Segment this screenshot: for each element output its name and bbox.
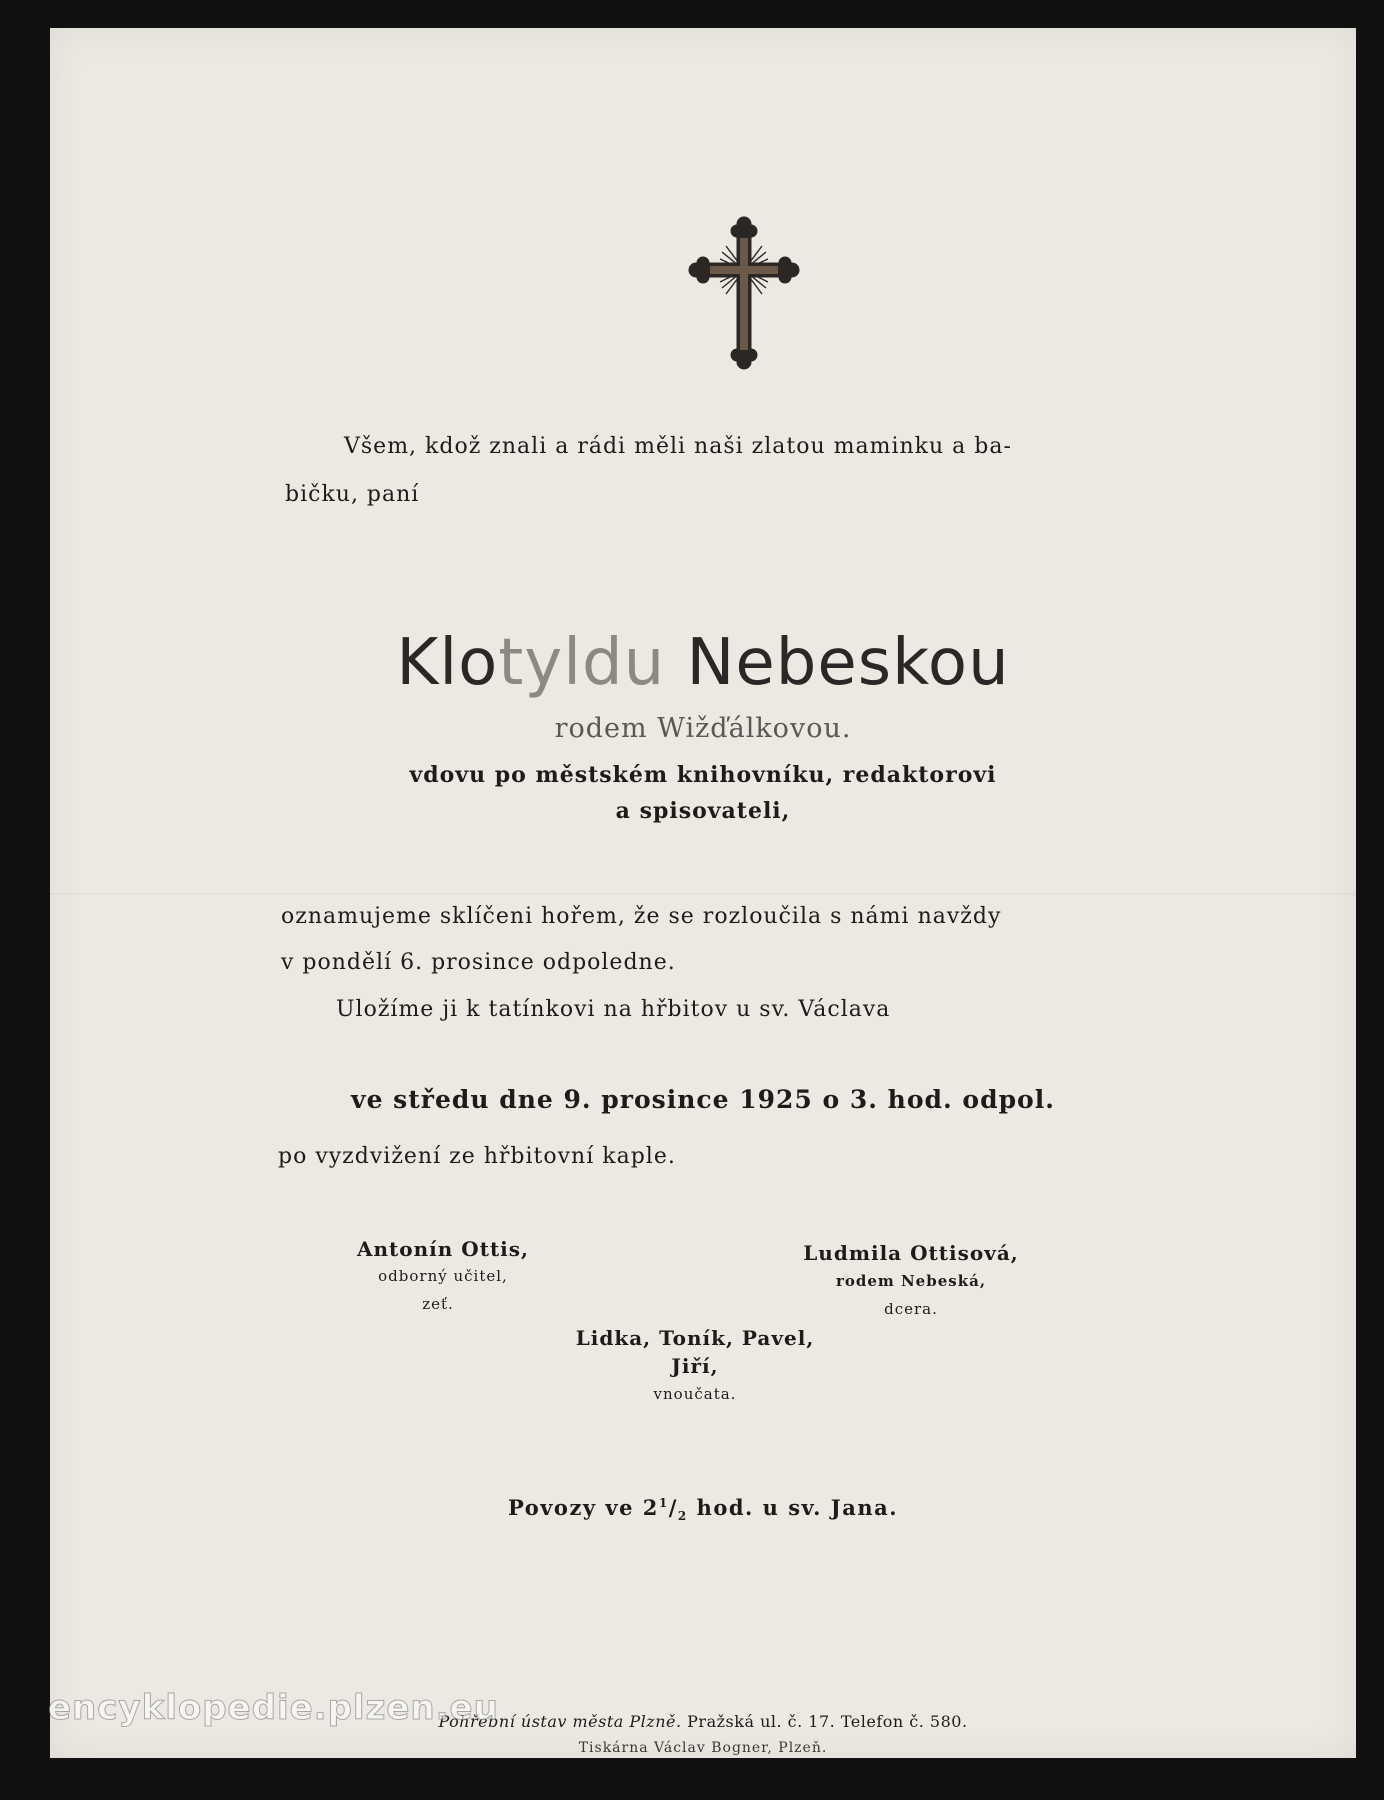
carriages-note	[50, 1495, 1356, 1523]
deceased-name	[50, 626, 1356, 700]
watermark: encyklopedie.plzen.eu	[48, 1688, 499, 1728]
mourner-left-name: Antonín Ottis,	[357, 1237, 529, 1261]
cross-icon	[688, 216, 800, 370]
announcement-line-1: oznamujeme sklíčeni hořem, že se rozloučila s námi navždy	[281, 904, 1002, 929]
mourner-right-role-1: rodem Nebeská,	[835, 1272, 987, 1290]
footer-printer: Tiskárna Václav Bogner, Plzeň.	[578, 1740, 828, 1756]
announcement-line-2: v pondělí 6. prosince odpoledne.	[281, 950, 676, 975]
funeral-date: ve středu dne 9. prosince 1925 o 3. hod. odpol.	[351, 1085, 1055, 1114]
carriages-fraction-num: 1	[658, 1496, 669, 1510]
footer-address: Pražská ul. č. 17. Telefon č. 580.	[681, 1712, 968, 1731]
carriages-pre: Povozy ve 2	[508, 1495, 659, 1520]
carriages-fraction-den: 2	[677, 1509, 688, 1524]
footer-funeral-home-name: Pohřební ústav města Plzně.	[438, 1712, 682, 1731]
mourner-left-role-1: odborný učitel,	[378, 1267, 508, 1285]
intro-line-2: bičku, paní	[285, 482, 420, 507]
name-part-1: Klo	[396, 626, 499, 700]
name-part-3: Nebeskou	[665, 626, 1010, 700]
paper-fold	[50, 893, 1356, 895]
intro-line-1: Všem, kdož znali a rádi měli naši zlatou maminku a ba-	[344, 434, 1012, 459]
announcement-line-4: po vyzdvižení ze hřbitovní kaple.	[278, 1144, 676, 1169]
grandchildren-line-1: Lidka, Toník, Pavel,	[575, 1326, 815, 1350]
mourner-right-role-2: dcera.	[884, 1300, 938, 1318]
grandchildren-line-2: Jiří,	[671, 1354, 719, 1378]
maiden-name: rodem Wižďálkovou.	[554, 713, 852, 744]
mourner-right-name: Ludmila Ottisová,	[803, 1241, 1019, 1265]
carriages-fraction-slash: /	[668, 1495, 678, 1520]
widow-line-2: a spisovateli,	[615, 798, 791, 824]
grandchildren-role: vnoučata.	[653, 1385, 737, 1403]
funeral-notice-sheet	[50, 28, 1356, 1758]
mourner-left-role-2: zeť.	[422, 1295, 454, 1313]
carriages-post: hod. u sv. Jana.	[687, 1495, 898, 1520]
widow-line-1: vdovu po městském knihovníku, redaktorovi	[409, 762, 997, 788]
name-part-2: tyldu	[498, 626, 666, 700]
announcement-line-3: Uložíme ji k tatínkovi na hřbitov u sv. Václava	[336, 997, 891, 1022]
